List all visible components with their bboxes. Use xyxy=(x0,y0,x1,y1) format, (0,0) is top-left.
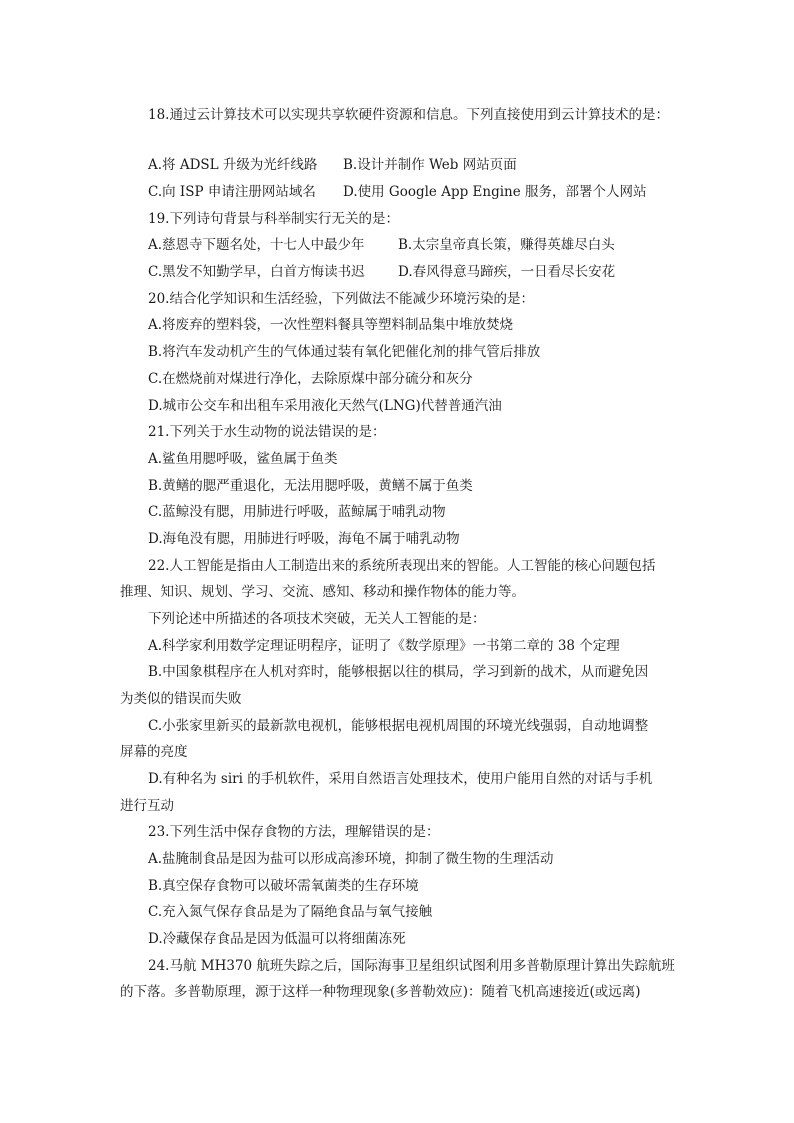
question-22-option-b: B.中国象棋程序在人机对弈时，能够根据以往的棋局，学习到新的战术，从而避免因 xyxy=(148,664,649,680)
question-22-option-d: D.有种名为 siri 的手机软件，采用自然语言处理技术，使用户能用自然的对话与手机 xyxy=(148,771,653,787)
question-20-option-b: B.将汽车发动机产生的气体通过装有氧化钯催化剂的排气管后排放 xyxy=(148,344,541,360)
question-21-stem: 21.下列关于水生动物的说法错误的是： xyxy=(148,424,386,440)
question-21-option-d: D.海龟没有腮，用肺进行呼吸，海龟不属于哺乳动物 xyxy=(148,531,460,547)
question-22-option-b-cont: 为类似的错误而失败 xyxy=(120,691,242,707)
question-21-option-c: C.蓝鲸没有腮，用肺进行呼吸，蓝鲸属于哺乳动物 xyxy=(148,504,446,520)
question-24-stem-line-1: 24.马航 MH370 航班失踪之后，国际海事卫星组织试图利用多普勒原理计算出失踪航班 xyxy=(148,958,675,974)
question-20-option-a: A.将废弃的塑料袋，一次性塑料餐具等塑料制品集中堆放焚烧 xyxy=(148,317,514,333)
question-22-option-a: A.科学家利用数学定理证明程序，证明了《数学原理》一书第二章的 38 个定理 xyxy=(148,638,620,654)
question-19-option-d: D.春风得意马蹄疾，一日看尽长安花 xyxy=(398,264,616,280)
question-22-stem-line-1: 22.人工智能是指由人工制造出来的系统所表现出来的智能。人工智能的核心问题包括 xyxy=(148,558,656,574)
question-22-stem-line-3: 下列论述中所描述的各项技术突破，无关人工智能的是： xyxy=(148,611,486,627)
question-18-option-b: B.设计并制作 Web 网站页面 xyxy=(343,157,517,173)
question-18-option-d: D.使用 Google App Engine 服务，部署个人网站 xyxy=(343,184,647,200)
question-24-stem-line-2: 的下落。多普勒原理，源于这样一种物理现象(多普勒效应)：随着飞机高速接近(或远离) xyxy=(120,984,641,1000)
question-19-option-c: C.黑发不知勤学早，白首方悔读书迟 xyxy=(148,264,365,280)
question-20-stem: 20.结合化学知识和生活经验，下列做法不能减少环境污染的是： xyxy=(148,291,534,307)
question-22-option-d-cont: 进行互动 xyxy=(120,798,174,814)
question-22-stem-line-2: 推理、知识、规划、学习、交流、感知、移动和操作物体的能力等。 xyxy=(120,584,525,600)
question-19-option-b: B.太宗皇帝真长策，赚得英雄尽白头 xyxy=(398,237,615,253)
question-22-option-c: C.小张家里新买的最新款电视机，能够根据电视机周围的环境光线强弱，自动地调整 xyxy=(148,718,649,734)
question-23-option-c: C.充入氮气保存食品是为了隔绝食品与氧气接触 xyxy=(148,904,433,920)
question-19-option-a: A.慈恩寺下题名处，十七人中最少年 xyxy=(148,237,365,253)
question-18-stem: 18.通过云计算技术可以实现共享软硬件资源和信息。下列直接使用到云计算技术的是： xyxy=(148,107,669,123)
question-23-option-a: A.盐腌制食品是因为盐可以形成高渗环境，抑制了微生物的生理活动 xyxy=(148,851,554,867)
question-20-option-c: C.在燃烧前对煤进行净化，去除原煤中部分硫分和灰分 xyxy=(148,371,473,387)
question-21-option-b: B.黄鳝的腮严重退化，无法用腮呼吸，黄鳝不属于鱼类 xyxy=(148,478,473,494)
question-23-stem: 23.下列生活中保存食物的方法，理解错误的是： xyxy=(148,824,440,840)
question-20-option-d: D.城市公交车和出租车采用液化天然气(LNG)代替普通汽油 xyxy=(148,398,502,414)
question-23-option-d: D.冷藏保存食品是因为低温可以将细菌冻死 xyxy=(148,931,406,947)
question-21-option-a: A.鲨鱼用腮呼吸，鲨鱼属于鱼类 xyxy=(148,451,338,467)
question-19-stem: 19.下列诗句背景与科举制实行无关的是： xyxy=(148,211,399,227)
question-18-option-a: A.将 ADSL 升级为光纤线路 xyxy=(148,157,318,173)
question-18-option-c: C.向 ISP 申请注册网站域名 xyxy=(148,184,316,200)
question-22-option-c-cont: 屏幕的亮度 xyxy=(120,744,188,760)
question-23-option-b: B.真空保存食物可以破坏需氧菌类的生存环境 xyxy=(148,878,419,894)
